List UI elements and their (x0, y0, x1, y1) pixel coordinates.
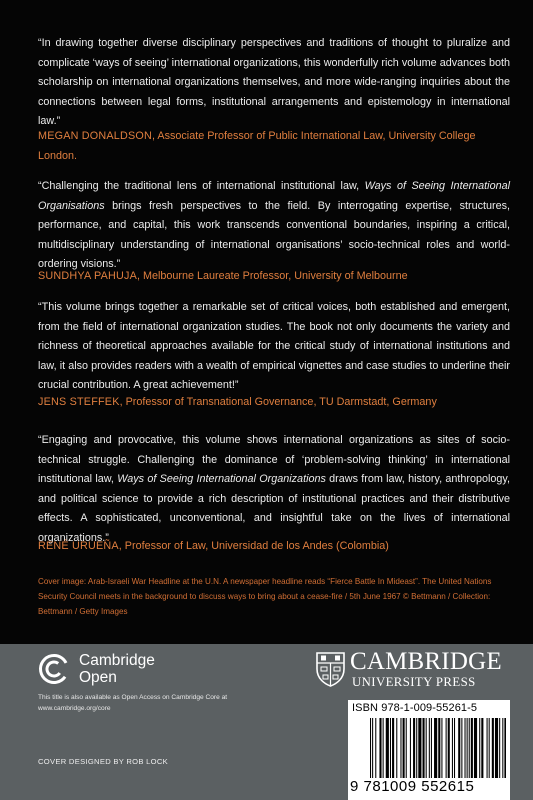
barcode-bar (423, 718, 425, 778)
barcode-bar (479, 718, 480, 778)
barcode-bar (370, 718, 371, 778)
barcode-bar (438, 718, 440, 778)
barcode-bar (504, 718, 506, 778)
barcode-bar (392, 718, 394, 778)
barcode-bar (434, 718, 437, 778)
barcode-bar (372, 718, 373, 778)
barcode-bar (383, 718, 384, 778)
university-crest-icon (315, 651, 346, 687)
barcode-bar (465, 718, 466, 778)
barcode-bar (474, 718, 477, 778)
barcode-bar (448, 718, 450, 778)
barcode-bar (413, 718, 415, 778)
cambridge-open-logo-icon (38, 653, 70, 685)
barcode-bar (403, 718, 405, 778)
endorser-title: , Melbourne Laureate Professor, University of Melbourne (137, 270, 408, 282)
endorser-name: MEGAN DONALDSON (38, 130, 152, 142)
barcode-bar (481, 718, 483, 778)
barcode-bar (467, 718, 468, 778)
endorsement-attribution-3 (38, 393, 510, 413)
quote-text: “Challenging the traditional lens of international institutional law, (38, 180, 365, 192)
publisher-subtitle: UNIVERSITY PRESS (352, 675, 476, 689)
endorser-title: , Professor of Transnational Governance, TU Darmstadt, Germany (119, 396, 437, 408)
barcode-bar (489, 718, 490, 778)
barcode-bar (396, 718, 397, 778)
barcode-bars (370, 718, 506, 778)
barcode-bar (410, 718, 411, 778)
barcode-bar (446, 718, 447, 778)
endorser-name: RENÉ URUEÑA (38, 540, 119, 552)
barcode-bar (426, 718, 427, 778)
cover-designer-credit: COVER DESIGNED BY ROB LOCK (38, 757, 169, 766)
barcode-bar (487, 718, 488, 778)
barcode-bar (429, 718, 430, 778)
barcode-bar (400, 718, 401, 778)
quote-text: brings fresh perspectives to the field. By interrogating expertise, structures, performance, and capital, this work transcends conventional boundaries, inspiring a critical, multidisciplinary understanding of international organisations’ socio-technical roles and world-ordering visions.” (38, 199, 510, 270)
endorsement-attribution-2 (38, 267, 510, 287)
barcode-bar (375, 718, 376, 778)
isbn-label: ISBN 978-1-009-55261-5 (352, 702, 478, 714)
endorsement-quote-4 (38, 431, 510, 548)
endorsement-quote-2 (38, 177, 510, 275)
endorsement-attribution-4 (38, 537, 510, 557)
endorser-title: , Associate Professor of Public International Law, University College London. (38, 130, 476, 162)
isbn-barcode (348, 700, 510, 800)
book-title: Ways of Seeing International Organizations (117, 473, 326, 485)
barcode-bar (452, 718, 453, 778)
barcode-bar (495, 718, 498, 778)
barcode-bar (390, 718, 391, 778)
publisher-footer (0, 644, 533, 800)
quote-text: “Engaging and provocative, this volume shows international organizations as sites of socio-technical struggle. Challenging the dominance of ‘problem-solving thinking’ in international institutional law, (38, 434, 510, 485)
open-access-note: This title is also available as Open Access on Cambridge Core at www.cambridge.org/core (38, 694, 228, 712)
endorser-name: SUNDHYA PAHUJA (38, 270, 137, 282)
barcode-bar (406, 718, 407, 778)
barcode-bar (492, 718, 494, 778)
barcode-bar (502, 718, 503, 778)
publisher-name: CAMBRIDGE (350, 648, 502, 675)
endorsement-attribution-1 (38, 127, 510, 166)
barcode-bar (379, 718, 381, 778)
cambridge-open-line-1: Cambridge (79, 652, 155, 669)
book-title: Ways of Seeing International Organisations (38, 180, 510, 212)
cambridge-open-wordmark (79, 652, 155, 686)
barcode-bar (418, 718, 421, 778)
barcode-digits: 9 781009 552615 (350, 778, 475, 795)
barcode-bar (471, 718, 473, 778)
barcode-bar (461, 718, 462, 778)
endorser-title: , Professor of Law, Universidad de los Andes (Colombia) (118, 540, 389, 552)
barcode-bar (499, 718, 500, 778)
barcode-bar (469, 718, 470, 778)
endorser-name: JENS STEFFEK (38, 396, 120, 408)
cambridge-open-line-2: Open (79, 669, 117, 686)
endorsement-quote-3: “This volume brings together a remarkable set of critical voices, both established and emergent, from the field of international organization studies. The book not only documents the variety and richness of theoretical approaches available for the critical study of international institutions and law, it also provides readers with a wealth of empirical vignettes and case studies to underline their crucial contribution. A great achievement!” (38, 301, 510, 391)
barcode-bar (431, 718, 432, 778)
endorsement-quote-1: “In drawing together diverse disciplinary perspectives and traditions of thought to pluralize and complicate ‘ways of seeing’ international organizations, this wonderfully rich volume advances both scholarship on international organizations themselves, and more wide-ranging inquiries about the connections between legal forms, institutional arrangements and epistemology in international law.” (38, 37, 510, 127)
barcode-bar (454, 718, 455, 778)
barcode-bar (458, 718, 460, 778)
quote-text: draws from law, history, anthropology, and political science to provide a rich description of institutional practices and their distributive effects. A sophisticated, unconventional, and insightful take on the lives of international organizations.” (38, 473, 510, 544)
barcode-bar (386, 718, 389, 778)
cover-image-credit: Cover image: Arab-Israeli War Headline at the U.N. A newspaper headline reads “Fierce Battle In Mideast”. The United Nations Security Council meets in the background to discuss ways to bring about a cease-fire / 5th June 1967 © Bettmann / Collection: Bettmann / Getty Images (38, 577, 492, 616)
barcode-bar (441, 718, 442, 778)
barcode-bar (416, 718, 417, 778)
